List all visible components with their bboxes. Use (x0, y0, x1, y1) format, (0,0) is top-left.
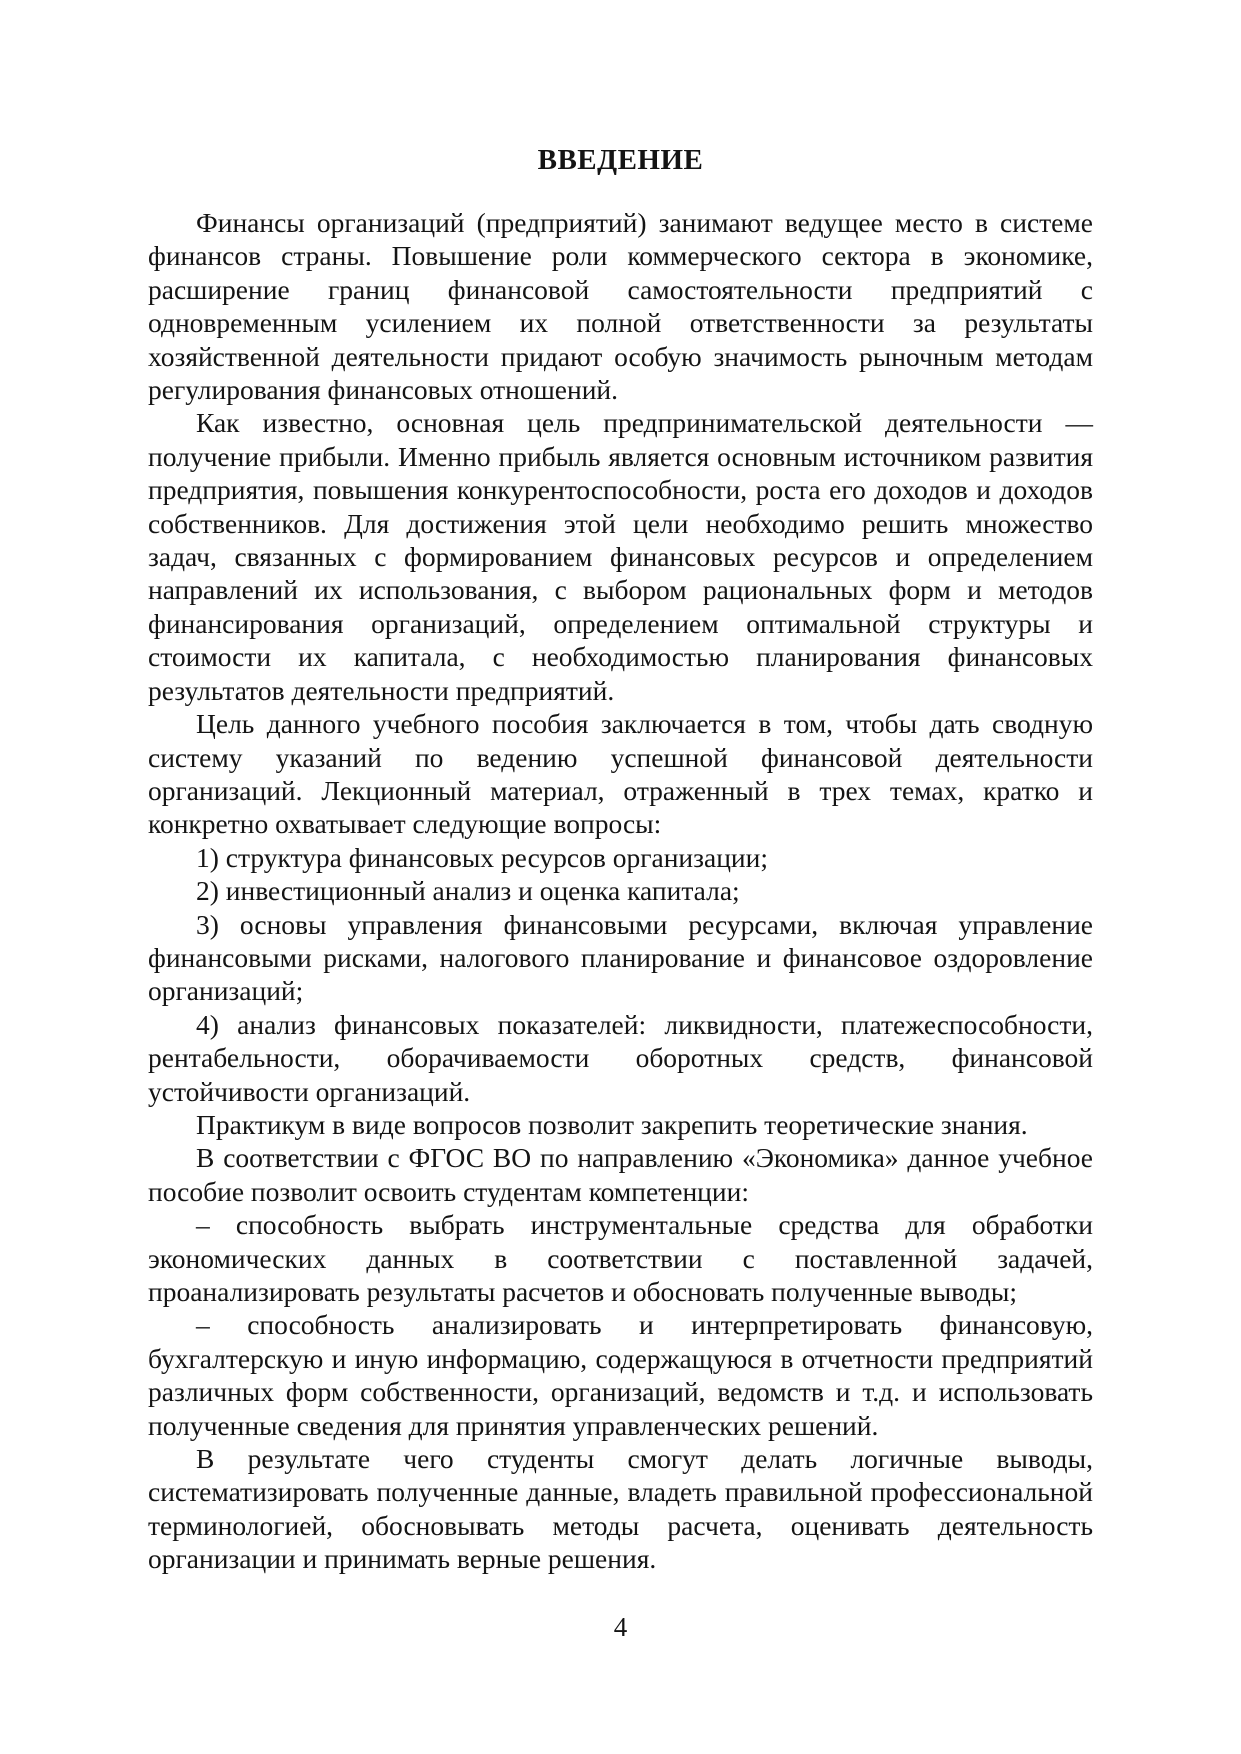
paragraph-intro: Финансы организаций (предприятий) занимают ведущее место в системе финансов страны. Повышение роли коммерческого сектора в экономике, расширение границ финансовой самостоятельности предприятий с одновременным усилением их полной ответственности за результаты хозяйственной деятельности придают особую значимость рыночным методам регулирования финансовых отношений. (148, 207, 1093, 406)
list-item: 1) структура финансовых ресурсов организации; (196, 841, 769, 873)
competency-item: – способность выбрать инструментальные средства для обработки экономических данных в соответствии с поставленной задачей, проанализировать результаты расчетов и обосновать полученные выводы; (148, 1209, 1093, 1307)
page-number: 4 (613, 1612, 628, 1642)
page-title: ВВЕДЕНИЕ (537, 144, 704, 176)
paragraph-conclusion: В результате чего студенты смогут делать логичные выводы, систематизировать полученные данные, владеть правильной профессиональной терминологией, обосновывать методы расчета, оценивать деятельность организации и принимать верные решения. (148, 1443, 1093, 1575)
paragraph-purpose: Цель данного учебного пособия заключается в том, чтобы дать сводную систему указаний по ведению успешной финансовой деятельности организаций. Лекционный материал, отраженный в трех темах, кратко и конкретно охватывает следующие вопросы: (148, 708, 1093, 840)
list-item: 3) основы управления финансовыми ресурсами, включая управление финансовыми рисками, налогового планирование и финансовое оздоровление организаций; (148, 908, 1093, 1007)
body-text (148, 206, 1093, 1576)
list-item: 4) анализ финансовых показателей: ликвидности, платежеспособности, рентабельности, оборачиваемости оборотных средств, финансовой устойчивости организаций. (148, 1008, 1093, 1107)
paragraph-goal: Как известно, основная цель предпринимательской деятельности — получение прибыли. Именно прибыль является основным источником развития предприятия, повышения конкурентоспособности, роста его доходов и доходов собственников. Для достижения этой цели необходимо решить множество задач, связанных с формированием финансовых ресурсов и определением направлений их использования, с выбором рациональных форм и методов финансирования организаций, определением оптимальной структуры и стоимости их капитала, с необходимостью планирования финансовых результатов деятельности предприятий. (148, 407, 1093, 706)
list-item: 2) инвестиционный анализ и оценка капитала; (196, 875, 740, 907)
competency-item: – способность анализировать и интерпретировать финансовую, бухгалтерскую и иную информацию, содержащуюся в отчетности предприятий различных форм собственности, организаций, ведомств и т.д. и использовать полученные сведения для принятия управленческих решений. (148, 1309, 1093, 1441)
paragraph-fgos: В соответствии с ФГОС ВО по направлению «Экономика» данное учебное пособие позволит освоить студентам компетенции: (148, 1142, 1093, 1207)
paragraph-practicum: Практикум в виде вопросов позволит закрепить теоретические знания. (196, 1108, 1028, 1140)
